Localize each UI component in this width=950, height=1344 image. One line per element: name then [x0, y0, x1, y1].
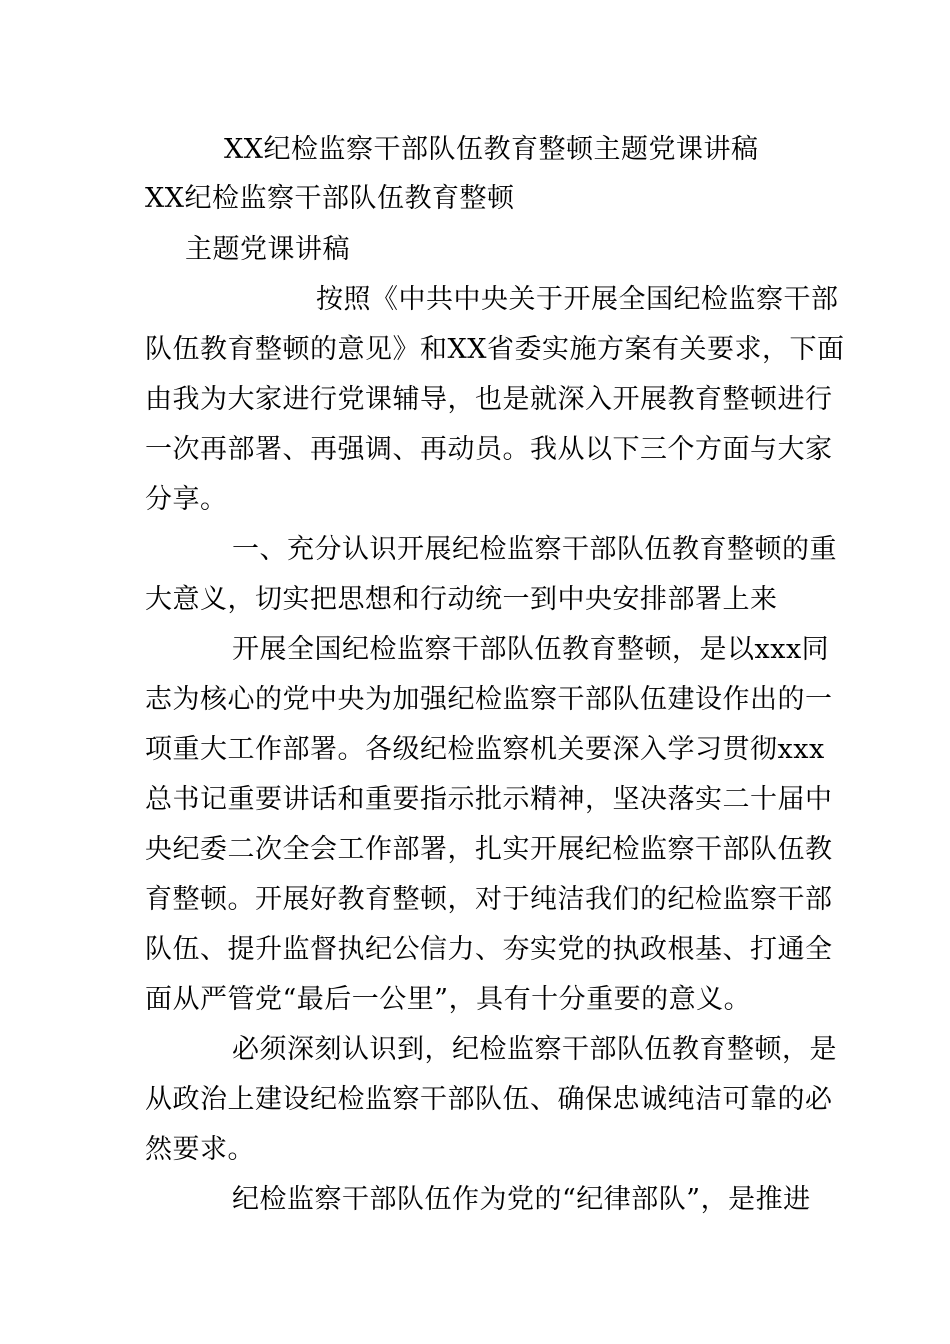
- paragraph-line: 队伍教育整顿的意见》和XX省委实施方案有关要求，下面: [145, 334, 845, 365]
- paragraph-line: 开展全国纪检监察干部队伍教育整顿，是以xxx同: [232, 634, 830, 665]
- paragraph-line: 纪检监察干部队伍作为党的“纪律部队”，是推进: [232, 1184, 811, 1215]
- paragraph-line: 央纪委二次全会工作部署，扎实开展纪检监察干部队伍教: [145, 834, 833, 865]
- paragraph-line: 队伍、提升监督执纪公信力、夯实党的执政根基、打通全: [145, 934, 833, 965]
- section-heading-line: 一、充分认识开展纪检监察干部队伍教育整顿的重: [232, 534, 837, 565]
- paragraph-line: 总书记重要讲话和重要指示批示精神，坚决落实二十届中: [145, 784, 833, 815]
- paragraph-line: 育整顿。开展好教育整顿，对于纯洁我们的纪检监察干部: [145, 884, 833, 915]
- paragraph-line: 一次再部署、再强调、再动员。我从以下三个方面与大家: [145, 434, 833, 465]
- paragraph-line: 然要求。: [145, 1134, 255, 1165]
- section-heading-line: 大意义，切实把思想和行动统一到中央安排部署上来: [145, 584, 778, 615]
- document-title: XX纪检监察干部队伍教育整顿主题党课讲稿: [224, 134, 759, 165]
- paragraph-line: 志为核心的党中央为加强纪检监察干部队伍建设作出的一: [145, 684, 833, 715]
- paragraph-line: 分享。: [145, 484, 228, 515]
- paragraph-line: 必须深刻认识到，纪检监察干部队伍教育整顿，是: [232, 1034, 837, 1065]
- paragraph-line: 项重大工作部署。各级纪检监察机关要深入学习贯彻xxx: [145, 734, 825, 765]
- document-subtitle-line-1: XX纪检监察干部队伍教育整顿: [145, 183, 515, 214]
- document-subtitle-line-2: 主题党课讲稿: [185, 234, 350, 265]
- paragraph-line: 面从严管党“最后一公里”，具有十分重要的意义。: [145, 984, 752, 1015]
- paragraph-line: 从政治上建设纪检监察干部队伍、确保忠诚纯洁可靠的必: [145, 1084, 833, 1115]
- paragraph-line: 由我为大家进行党课辅导，也是就深入开展教育整顿进行: [145, 384, 833, 415]
- paragraph-line: 按照《中共中央关于开展全国纪检监察干部: [316, 284, 839, 315]
